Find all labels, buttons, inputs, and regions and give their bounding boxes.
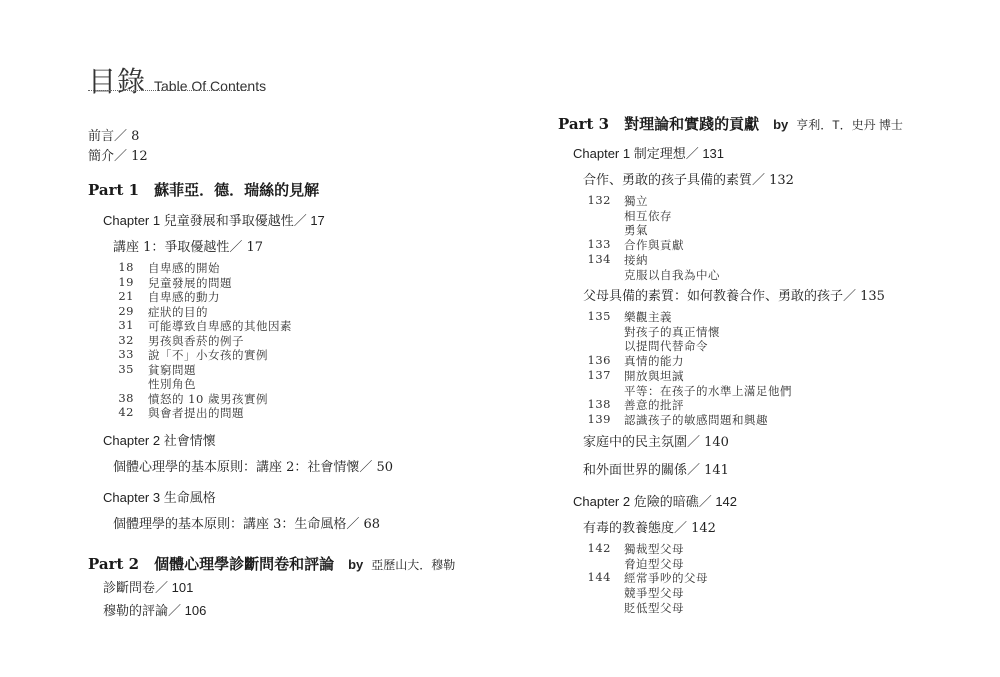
list-item-number: 21 [118,289,134,303]
toc-title [88,60,266,100]
part1-title: Part 1 蘇菲亞．德．瑞絲的見解 [88,181,320,199]
part2-by: by [348,557,364,572]
list-item: 性別角色 [148,377,196,391]
list-item: 合作與貢獻 [624,238,684,253]
part3-section4: 和外面世界的關係／ 141 [583,463,729,478]
list-item: 自卑感的開始 [148,261,220,275]
list-item-number: 31 [118,318,134,332]
list-item: 獨裁型父母 [624,542,684,556]
list-item-number: 136 [587,353,611,368]
intro-introduction: 簡介／ 12 [88,149,148,164]
list-item-number: 18 [118,260,134,274]
list-item: 樂觀主義 [624,310,672,324]
title-divider [88,90,248,91]
list-item: 以提問代替命令 [624,339,708,354]
part2-title: Part 2 個體心理學診斷問卷和評論 [88,555,335,573]
part3-title: Part 3 對理論和實踐的貢獻 [558,115,760,133]
list-item-number: 137 [587,367,611,382]
part1-chapter2: Chapter 2 社會情懷 [103,433,216,448]
part1-chapter3: Chapter 3 生命風格 [103,490,216,505]
intro-preface: 前言／ 8 [88,129,140,144]
list-item-number: 138 [587,397,611,412]
list-item: 獨立 [624,194,648,208]
list-item: 說「不」小女孩的實例 [148,348,268,362]
list-item: 克服以自我為中心 [624,267,720,282]
list-item: 對孩子的真正情懷 [624,324,720,339]
part1-chapter1: Chapter 1 兒童發展和爭取優越性／ 17 [103,213,325,228]
list-item: 男孩與香菸的例子 [148,333,244,348]
list-item-number: 132 [587,193,611,207]
list-item: 可能導致自卑感的其他因素 [148,319,292,333]
list-item-number: 35 [118,361,134,376]
list-item: 勇氣 [624,223,648,238]
list-item-number: 133 [587,237,611,252]
list-item: 貶低型父母 [624,600,684,615]
toc-subtitle: Table Of Contents [154,78,267,94]
list-item: 兒童發展的問題 [148,275,232,290]
list-item: 貧窮問題 [148,362,196,377]
list-item: 真情的能力 [624,354,684,369]
list-item: 競爭型父母 [624,586,684,601]
part3-by: by [773,117,789,132]
part2-item-questionnaire: 診斷問卷／ 101 [103,580,194,595]
part3-section5: 有毒的教養態度／ 142 [583,521,716,536]
list-item: 開放與坦誠 [624,368,684,383]
list-item-number: 134 [587,251,611,266]
list-item-number: 135 [587,309,611,323]
list-item: 與會者提出的問題 [148,406,244,420]
list-item: 平等：在孩子的水準上滿足他們 [624,383,792,398]
list-item-number: 33 [118,347,134,361]
list-item: 憤怒的 10 歲男孩實例 [148,391,268,406]
part3-chapter2: Chapter 2 危險的暗礁／ 142 [573,494,738,509]
part2-heading [88,553,455,574]
part1-ch1-lecture: 講座 1：爭取優越性／ 17 [113,240,264,255]
part3-heading [558,113,903,134]
list-item-number: 42 [118,405,134,419]
list-item-number: 38 [118,390,134,405]
part3-section3: 家庭中的民主氛圍／ 140 [583,435,729,450]
list-item-number: 139 [587,411,611,426]
part3-author: 亨利．T．史丹 博士 [796,118,903,132]
part2-author: 亞歷山大．穆勒 [371,558,456,572]
list-item: 相互依存 [624,208,672,223]
part3-chapter1: Chapter 1 制定理想／ 131 [573,146,725,161]
list-item-number: 19 [118,274,134,289]
list-item-number: 144 [587,570,611,585]
part1-ch2-lecture: 個體心理學的基本原則：講座 2：社會情懷／ 50 [113,460,394,475]
part3-section2: 父母具備的素質：如何教養合作、勇敢的孩子／ 135 [583,289,885,304]
list-item: 症狀的目的 [148,304,208,319]
list-item-number: 29 [118,303,134,318]
part3-section1: 合作、勇敢的孩子具備的素質／ 132 [583,173,794,188]
list-item-number: 142 [587,541,611,555]
list-item: 善意的批評 [624,398,684,413]
list-item: 認識孩子的敏感問題和興趣 [624,412,768,427]
list-item: 脅迫型父母 [624,556,684,571]
toc-title-cjk: 目錄 [88,65,147,98]
list-item: 自卑感的動力 [148,290,220,304]
part1-ch3-lecture: 個體理學的基本原則：講座 3：生命風格／ 68 [113,517,381,532]
part2-item-commentary: 穆勒的評論／ 106 [103,603,207,618]
list-item-number: 32 [118,332,134,347]
list-item: 接納 [624,252,648,267]
list-item: 經常爭吵的父母 [624,571,708,586]
